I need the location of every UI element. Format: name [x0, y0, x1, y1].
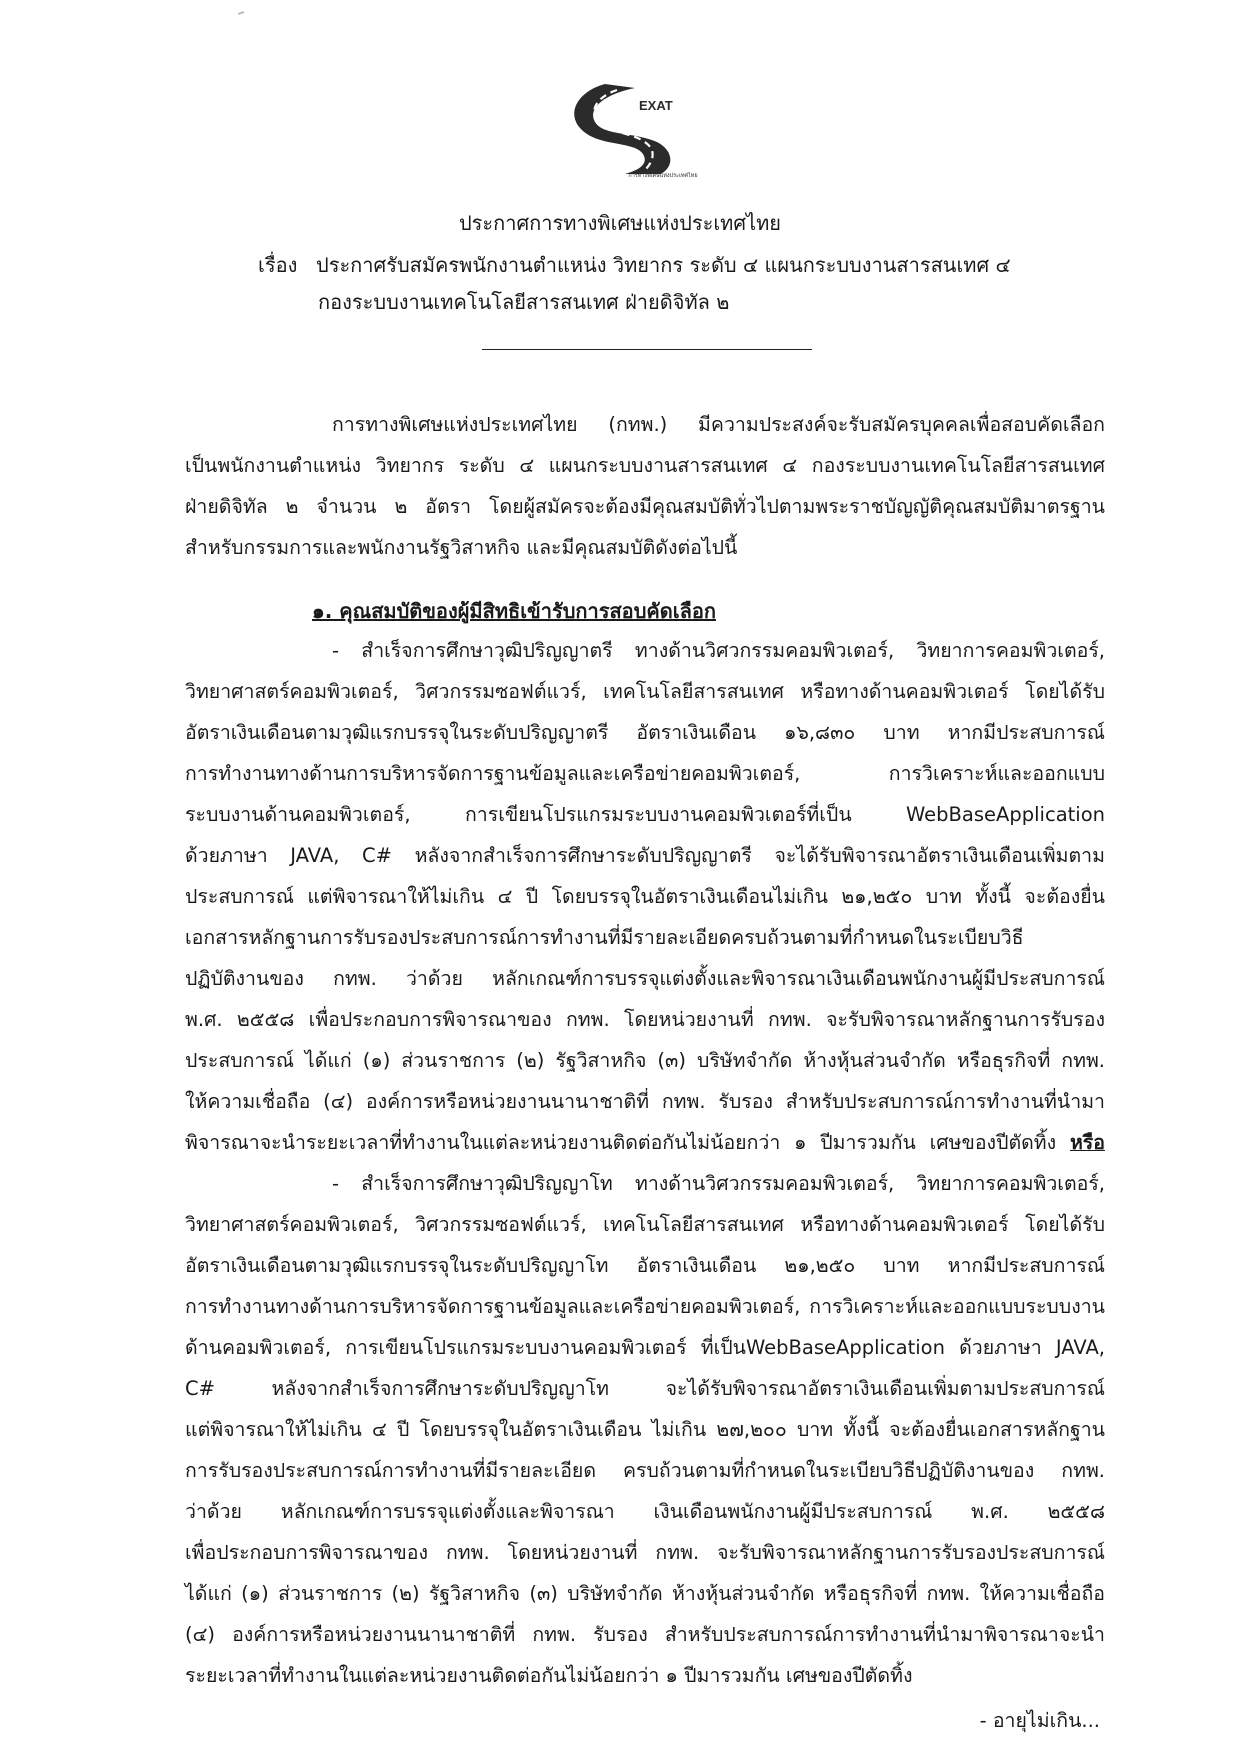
para2-line: ว่าด้วย หลักเกณฑ์การบรรจุแต่งตั้งและพิจารณา เงินเดือนพนักงานผู้มีประสบการณ์ พ.ศ. ๒๕๕๘	[185, 1500, 1105, 1523]
para1-line: ประสบการณ์ แต่พิจารณาให้ไม่เกิน ๔ ปี โดยบรรจุในอัตราเงินเดือนไม่เกิน ๒๑,๒๕๐ บาท ทั้งนี้ จะต้องยื่น	[185, 885, 1105, 908]
subject-label: เรื่อง	[258, 253, 298, 277]
subject-line-1	[258, 250, 1011, 280]
para1-line: เอกสารหลักฐานการรับรองประสบการณ์การทำงานที่มีรายละเอียดครบถ้วนตามที่กำหนดในระเบียบวิธี	[185, 926, 1024, 949]
intro-line: การทางพิเศษแห่งประเทศไทย (กทพ.) มีความประสงค์จะรับสมัครบุคคลเพื่อสอบคัดเลือก	[332, 413, 1105, 436]
or-label: หรือ	[1069, 1131, 1105, 1154]
para1-line: อัตราเงินเดือนตามวุฒิแรกบรรจุในระดับปริญญาตรี อัตราเงินเดือน ๑๖,๘๓๐ บาท หากมีประสบการณ์	[185, 721, 1105, 744]
para2-line: - สำเร็จการศึกษาวุฒิปริญญาโท ทางด้านวิศวกรรมคอมพิวเตอร์, วิทยาการคอมพิวเตอร์,	[332, 1172, 1105, 1195]
para1-last-line	[185, 1128, 1105, 1158]
exat-logo	[565, 78, 700, 178]
intro-line: สำหรับกรรมการและพนักงานรัฐวิสาหกิจ และมีคุณสมบัติดังต่อไปนี้	[185, 536, 738, 559]
para1-line: ปฏิบัติงานของ กทพ. ว่าด้วย หลักเกณฑ์การบรรจุแต่งตั้งและพิจารณาเงินเดือนพนักงานผู้มีประสบการณ์	[185, 967, 1105, 990]
logo-brand-text: EXAT	[639, 98, 673, 113]
para1-line: ประสบการณ์ ได้แก่ (๑) ส่วนราชการ (๒) รัฐวิสาหกิจ (๓) บริษัทจำกัด ห้างหุ้นส่วนจำกัด หรือธุรกิจที่ กทพ.	[185, 1049, 1105, 1072]
header-divider	[482, 349, 812, 350]
scan-speck	[238, 11, 244, 15]
para1-line: การทำงานทางด้านการบริหารจัดการฐานข้อมูลและเครือข่ายคอมพิวเตอร์, การวิเคราะห์และออกแบบ	[185, 762, 1105, 785]
para2-line: การรับรองประสบการณ์การทำงานที่มีรายละเอียด ครบถ้วนตามที่กำหนดในระเบียบวิธีปฏิบัติงานของ กทพ.	[185, 1459, 1105, 1482]
subject-text-1: ประกาศรับสมัครพนักงานตำแหน่ง วิทยากร ระดับ ๔ แผนกระบบงานสารสนเทศ ๔	[316, 253, 1011, 277]
para2-line: วิทยาศาสตร์คอมพิวเตอร์, วิศวกรรมซอฟต์แวร์, เทคโนโลยีสารสนเทศ หรือทางด้านคอมพิวเตอร์ โดยได้รับ	[185, 1213, 1105, 1236]
logo-caption: การทางพิเศษแห่งประเทศไทย	[628, 173, 698, 178]
para2-line: (๔) องค์การหรือหน่วยงานนานาชาติที่ กทพ. รับรอง สำหรับประสบการณ์การทำงานที่นำมาพิจารณาจะนำ	[185, 1623, 1105, 1646]
para1-line: วิทยาศาสตร์คอมพิวเตอร์, วิศวกรรมซอฟต์แวร์, เทคโนโลยีสารสนเทศ หรือทางด้านคอมพิวเตอร์ โดยได้รับ	[185, 680, 1105, 703]
para1-line: ระบบงานด้านคอมพิวเตอร์, การเขียนโปรแกรมระบบงานคอมพิวเตอร์ที่เป็น WebBaseApplication	[185, 803, 1105, 826]
para2-line: อัตราเงินเดือนตามวุฒิแรกบรรจุในระดับปริญญาโท อัตราเงินเดือน ๒๑,๒๕๐ บาท หากมีประสบการณ์	[185, 1254, 1105, 1277]
para1-line: พิจารณาจะนำระยะเวลาที่ทำงานในแต่ละหน่วยงานติดต่อกันไม่น้อยกว่า ๑ ปีมารวมกัน เศษของปีตัดทิ้ง	[185, 1131, 1057, 1154]
para2-line: ด้านคอมพิวเตอร์, การเขียนโปรแกรมระบบงานคอมพิวเตอร์ ที่เป็นWebBaseApplication ด้วยภาษา JAVA,	[185, 1336, 1105, 1359]
intro-line: เป็นพนักงานตำแหน่ง วิทยากร ระดับ ๔ แผนกระบบงานสารสนเทศ ๔ กองระบบงานเทคโนโลยีสารสนเทศ	[185, 454, 1105, 477]
continuation-marker: - อายุไม่เกิน...	[979, 1709, 1100, 1732]
para2-line: การทำงานทางด้านการบริหารจัดการฐานข้อมูลและเครือข่ายคอมพิวเตอร์, การวิเคราะห์และออกแบบระบบงาน	[185, 1295, 1105, 1318]
announcement-title: ประกาศการทางพิเศษแห่งประเทศไทย	[458, 211, 782, 235]
para1-line: - สำเร็จการศึกษาวุฒิปริญญาตรี ทางด้านวิศวกรรมคอมพิวเตอร์, วิทยาการคอมพิวเตอร์,	[332, 639, 1105, 662]
para1-line: ให้ความเชื่อถือ (๔) องค์การหรือหน่วยงานนานาชาติที่ กทพ. รับรอง สำหรับประสบการณ์การทำงานที่นำมา	[185, 1090, 1105, 1113]
para1-line: พ.ศ. ๒๕๕๘ เพื่อประกอบการพิจารณาของ กทพ. โดยหน่วยงานที่ กทพ. จะรับพิจารณาหลักฐานการรับรอง	[185, 1008, 1105, 1031]
subject-line-2: กองระบบงานเทคโนโลยีสารสนเทศ ฝ่ายดิจิทัล ๒	[318, 290, 730, 314]
section-1-heading: ๑. คุณสมบัติของผู้มีสิทธิเข้ารับการสอบคัดเลือก	[312, 599, 716, 623]
para2-line: เพื่อประกอบการพิจารณาของ กทพ. โดยหน่วยงานที่ กทพ. จะรับพิจารณาหลักฐานการรับรองประสบการณ์	[185, 1541, 1105, 1564]
para1-line: ด้วยภาษา JAVA, C# หลังจากสำเร็จการศึกษาระดับปริญญาตรี จะได้รับพิจารณาอัตราเงินเดือนเพิ่มตาม	[185, 844, 1105, 867]
intro-line: ฝ่ายดิจิทัล ๒ จำนวน ๒ อัตรา โดยผู้สมัครจะต้องมีคุณสมบัติทั่วไปตามพระราชบัญญัติคุณสมบัติมาตรฐาน	[185, 495, 1105, 518]
para2-line: ได้แก่ (๑) ส่วนราชการ (๒) รัฐวิสาหกิจ (๓) บริษัทจำกัด ห้างหุ้นส่วนจำกัด หรือธุรกิจที่ กทพ. ให้ความเชื่อถือ	[185, 1582, 1105, 1605]
para2-line: ระยะเวลาที่ทำงานในแต่ละหน่วยงานติดต่อกันไม่น้อยกว่า ๑ ปีมารวมกัน เศษของปีตัดทิ้ง	[185, 1664, 913, 1687]
para2-line: แต่พิจารณาให้ไม่เกิน ๔ ปี โดยบรรจุในอัตราเงินเดือน ไม่เกิน ๒๗,๒๐๐ บาท ทั้งนี้ จะต้องยื่นเอกสารหลักฐาน	[185, 1418, 1105, 1441]
para2-line: C# หลังจากสำเร็จการศึกษาระดับปริญญาโท จะได้รับพิจารณาอัตราเงินเดือนเพิ่มตามประสบการณ์	[185, 1377, 1105, 1400]
